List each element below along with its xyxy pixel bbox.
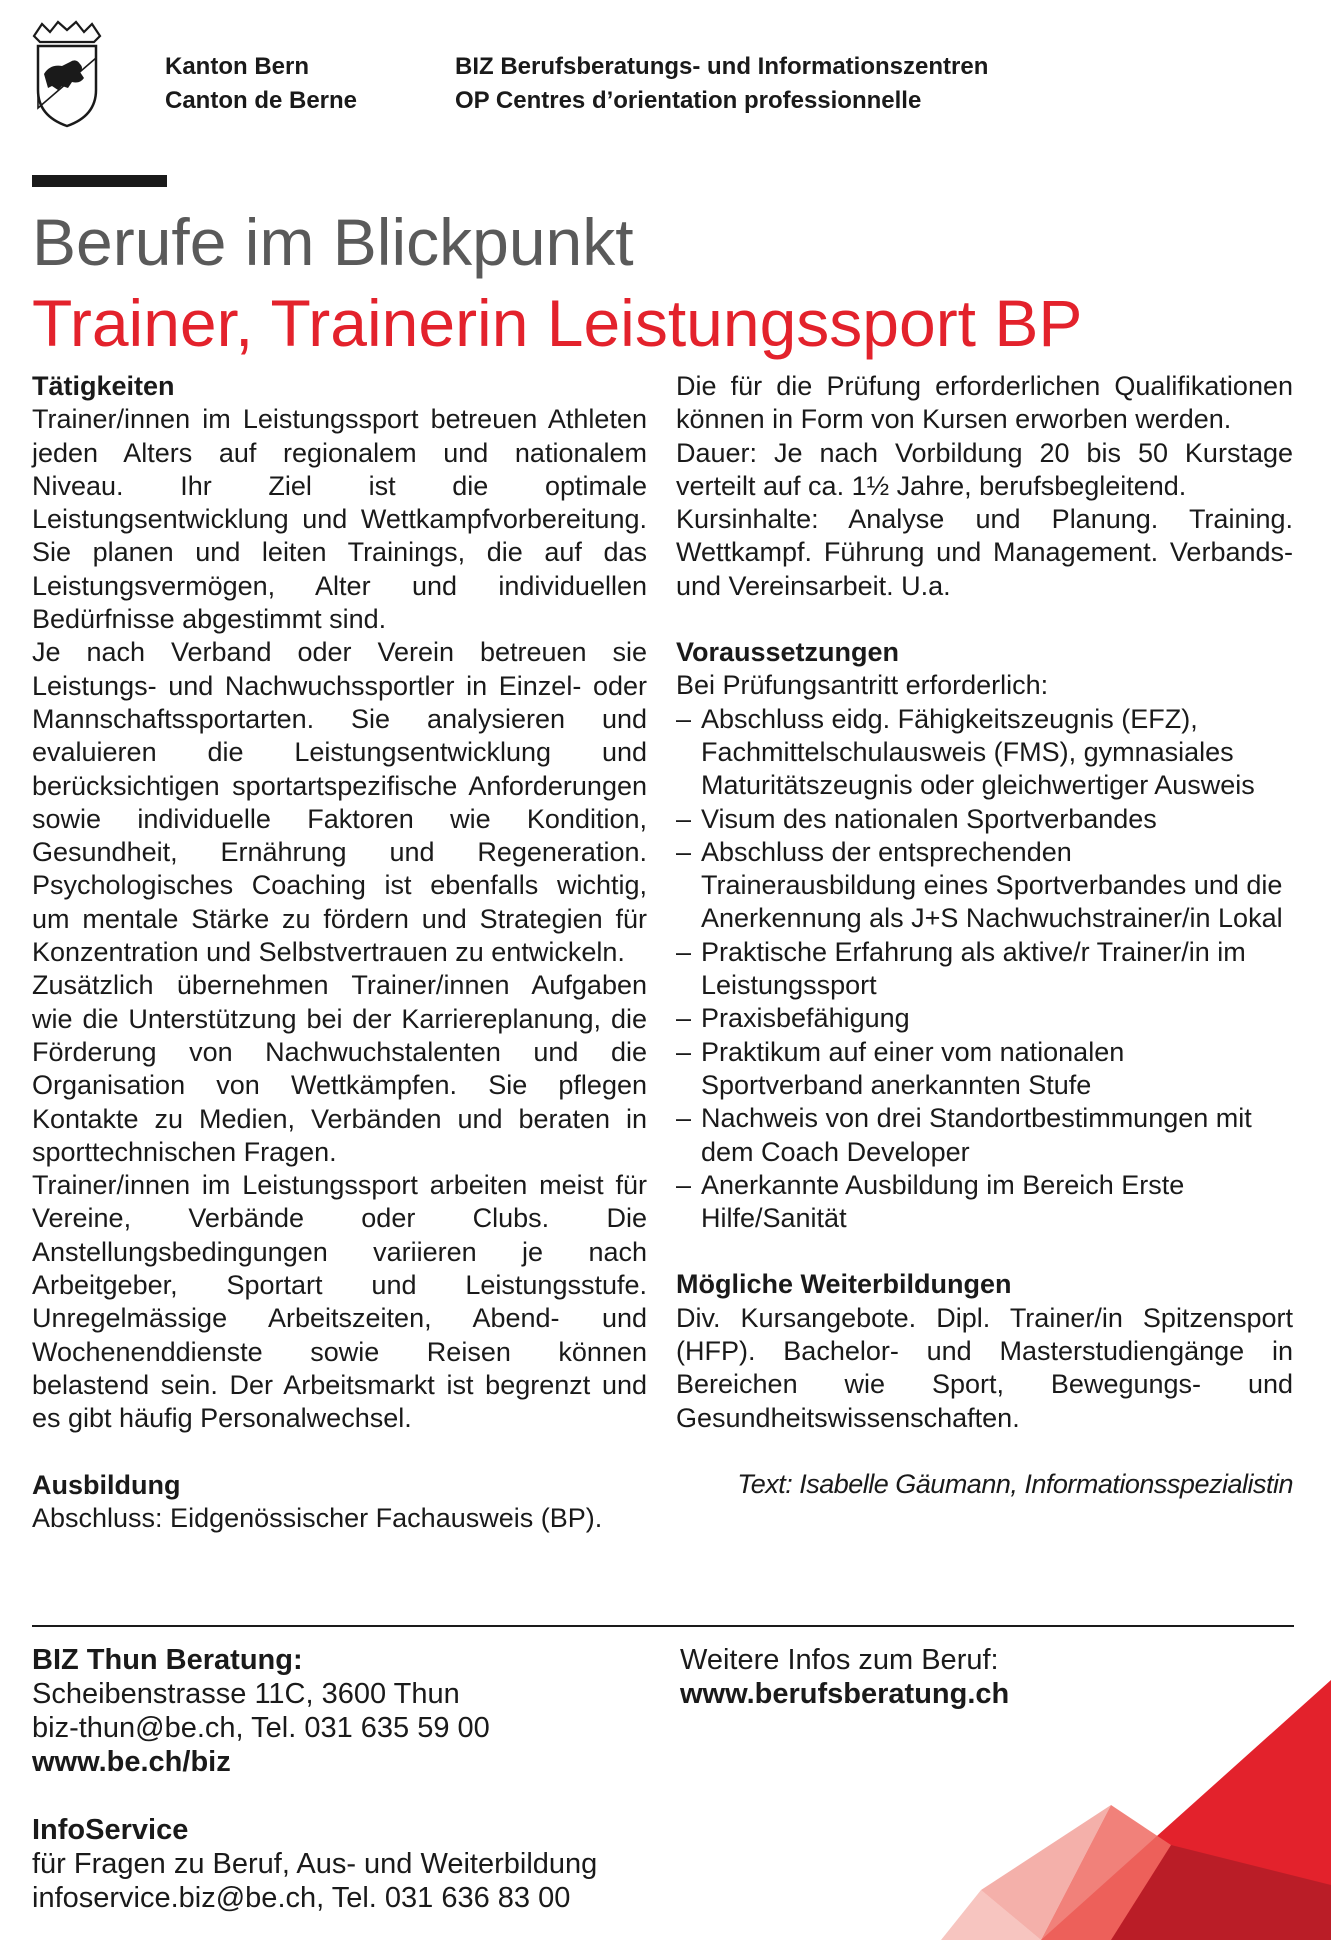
berufsberatung-link[interactable]: www.berufsberatung.ch xyxy=(680,1678,1010,1710)
list-item: – Praktikum auf einer vom nationalen Sportverband anerkannten Stufe xyxy=(676,1036,1293,1103)
decorative-corner-graphic xyxy=(811,1640,1331,1940)
biz-web-link[interactable]: www.be.ch/biz xyxy=(32,1746,231,1778)
job-title: Trainer, Trainerin Leistungssport BP xyxy=(32,286,1083,360)
taetigkeiten-paragraph: Trainer/innen im Leistungssport betreuen Athleten jeden Alters auf regionalem und nationalem Niveau. Ihr Ziel ist die optimale Leistungsentwicklung und Wettkampfvorbereitung. Sie planen und leiten Trainings, die auf das Leistungsvermögen, Alter und individuellen Bedürfnisse abgestimmt sind. xyxy=(32,404,647,635)
author-credit: Text: Isabelle Gäumann, Informationsspezialistin xyxy=(737,1468,1293,1499)
footer-divider xyxy=(32,1625,1294,1627)
list-item: – Praxisbefähigung xyxy=(676,1002,1293,1035)
ausbildung-paragraph: Kursinhalte: Analyse und Planung. Training. Wettkampf. Führung und Management. Verbands- und Vereinsarbeit. U.a. xyxy=(676,504,1293,601)
taetigkeiten-paragraph: Trainer/innen im Leistungssport arbeiten meist für Vereine, Verbände oder Clubs. Die Anstellungsbedingungen variieren je nach Arbeitgeber, Sportart und Leistungsstufe. Unregelmässige Arbeitszeiten, Abend- und Wochenenddienste sowie Reisen können belastend sein. Der Arbeitsmarkt ist begrenzt und es gibt häufig Personalwechsel. xyxy=(32,1170,647,1434)
ausbildung-paragraph: Die für die Prüfung erforderlichen Qualifikationen können in Form von Kursen erworben werden. xyxy=(676,371,1293,435)
decorative-bar xyxy=(32,175,167,187)
section-heading-weiterbildungen: Mögliche Weiterbildungen xyxy=(676,1269,1012,1300)
requirements-list xyxy=(676,703,1293,1236)
section-heading-voraussetzungen: Voraussetzungen xyxy=(676,637,900,668)
ausbildung-paragraph: Abschluss: Eidgenössischer Fachausweis (BP). xyxy=(32,1502,603,1533)
list-item: – Nachweis von drei Standortbestimmungen mit dem Coach Developer xyxy=(676,1102,1293,1169)
voraussetzungen-intro: Bei Prüfungsantritt erforderlich: xyxy=(676,670,1049,701)
footer-contact xyxy=(32,1643,597,1915)
infoservice-text: für Fragen zu Beruf, Aus- und Weiterbildung xyxy=(32,1848,598,1880)
column-left xyxy=(32,370,647,1535)
more-info-label: Weitere Infos zum Beruf: xyxy=(680,1644,999,1676)
weiterbildungen-paragraph: Div. Kursangebote. Dipl. Trainer/in Spitzensport (HFP). Bachelor- und Masterstudiengänge in Bereichen wie Sport, Bewegungs- und Gesundheitswissenschaften. xyxy=(676,1302,1293,1433)
section-heading-taetigkeiten: Tätigkeiten xyxy=(32,371,175,401)
bern-coat-of-arms-bear-icon xyxy=(28,18,106,130)
canton-name-fr: Canton de Berne xyxy=(165,87,358,114)
taetigkeiten-paragraph: Zusätzlich übernehmen Trainer/innen Aufgaben wie die Unterstützung bei der Karriereplanung, die Förderung von Nachwuchstalenten und die Organisation von Wettkämpfen. Sie pflegen Kontakte zu Medien, Verbänden und beraten in sporttechnischen Fragen. xyxy=(32,970,647,1167)
list-item: – Visum des nationalen Sportverbandes xyxy=(676,803,1293,836)
list-item: – Anerkannte Ausbildung im Bereich Erste Hilfe/Sanität xyxy=(676,1169,1293,1236)
infoservice-contact[interactable]: infoservice.biz@be.ch, Tel. 031 636 83 00 xyxy=(32,1882,571,1914)
org-name-de: BIZ Berufsberatungs- und Informationszentren xyxy=(455,53,989,80)
org-name-fr: OP Centres d’orientation professionnelle xyxy=(455,87,922,114)
infoservice-heading: InfoService xyxy=(32,1814,189,1846)
taetigkeiten-paragraph: Je nach Verband oder Verein betreuen sie Leistungs- und Nachwuchssportler in Einzel- oder Mannschaftssportarten. Sie analysieren und evaluieren die Leistungsentwicklung und berücksichtigen sportartspezifische Anforderungen sowie individuelle Faktoren wie Kondition, Gesundheit, Ernährung und Regeneration. Psychologisches Coaching ist ebenfalls wichtig, um mentale Stärke zu fördern und Strategien für Konzentration und Selbstvertrauen zu entwickeln. xyxy=(32,637,647,968)
list-item: – Abschluss der entsprechenden Trainerausbildung eines Sportverbandes und die Anerkennung als J+S Nachwuchstrainer/in Lokal xyxy=(676,836,1293,936)
biz-contact[interactable]: biz-thun@be.ch, Tel. 031 635 59 00 xyxy=(32,1712,490,1744)
list-item: – Praktische Erfahrung als aktive/r Trainer/in im Leistungssport xyxy=(676,936,1293,1003)
ausbildung-paragraph: Dauer: Je nach Vorbildung 20 bis 50 Kurstage verteilt auf ca. 1½ Jahre, berufsbegleitend. xyxy=(676,437,1293,501)
series-title: Berufe im Blickpunkt xyxy=(32,205,634,279)
section-heading-ausbildung: Ausbildung xyxy=(32,1469,181,1500)
canton-name-de: Kanton Bern xyxy=(165,53,309,80)
column-right xyxy=(676,370,1293,1501)
biz-address: Scheibenstrasse 11C, 3600 Thun xyxy=(32,1678,460,1710)
list-item: – Abschluss eidg. Fähigkeitszeugnis (EFZ), Fachmittelschulausweis (FMS), gymnasiales Maturitätszeugnis oder gleichwertiger Ausweis xyxy=(676,703,1293,803)
biz-heading: BIZ Thun Beratung: xyxy=(32,1644,303,1676)
